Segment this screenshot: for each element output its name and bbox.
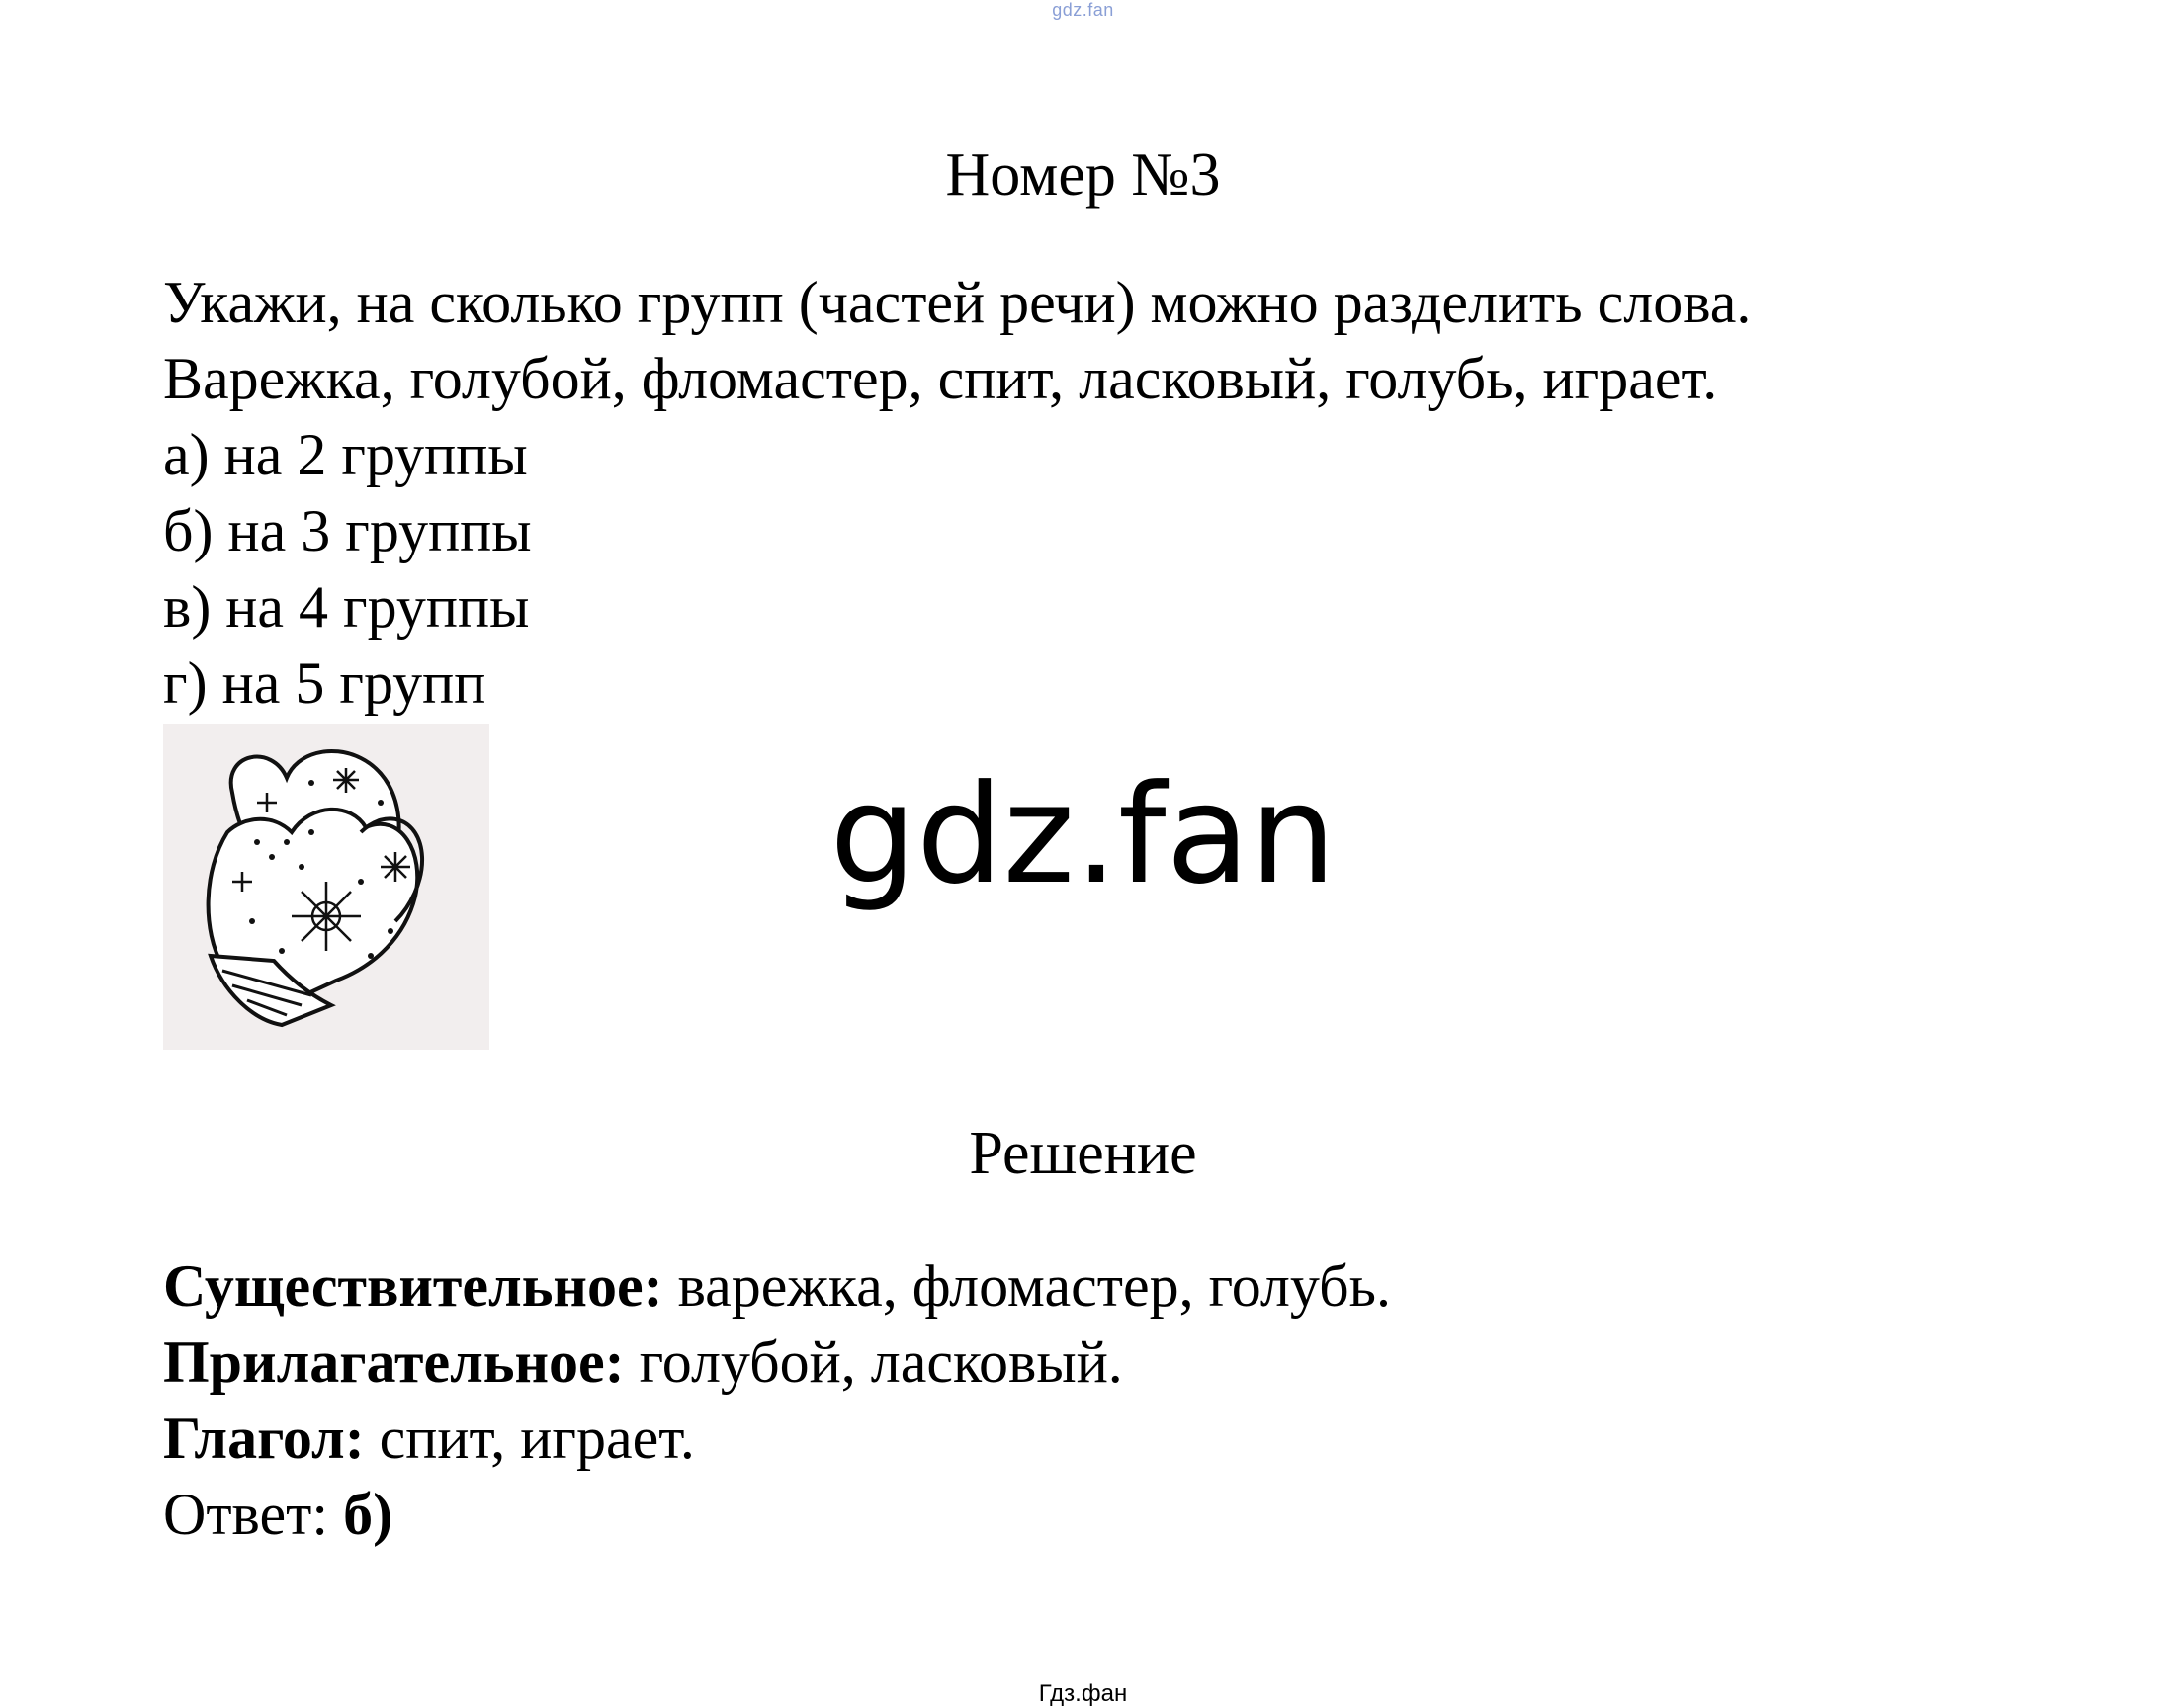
task-words: Варежка, голубой, фломастер, спит, ласковый, голубь, играет. bbox=[163, 346, 1718, 411]
text-adjectives: голубой, ласковый. bbox=[624, 1329, 1123, 1395]
footer-text: Гдз.фан bbox=[1038, 1680, 1128, 1707]
solution-block bbox=[163, 1248, 1391, 1553]
label-verbs: Глагол: bbox=[163, 1406, 365, 1471]
text-verbs: спит, играет. bbox=[364, 1406, 695, 1471]
solution-heading: Решение bbox=[969, 1120, 1197, 1187]
solution-line-verbs bbox=[163, 1401, 1391, 1477]
label-adjectives: Прилагательное: bbox=[163, 1329, 625, 1395]
solution-line-nouns bbox=[163, 1248, 1391, 1324]
task-block bbox=[163, 265, 1751, 722]
text-nouns: варежка, фломастер, голубь. bbox=[662, 1253, 1391, 1319]
option-b: б) на 3 группы bbox=[163, 498, 532, 563]
answer-label: Ответ: bbox=[163, 1482, 344, 1547]
task-question: Укажи, на сколько групп (частей речи) можно разделить слова. bbox=[163, 270, 1752, 335]
solution-line-adjectives bbox=[163, 1324, 1391, 1401]
answer-value: б) bbox=[343, 1482, 393, 1547]
answer-line bbox=[163, 1477, 1391, 1553]
top-watermark: gdz.fan bbox=[1052, 0, 1114, 20]
page-title: Номер №3 bbox=[945, 141, 1221, 209]
label-nouns: Существительное: bbox=[163, 1253, 663, 1319]
center-watermark: gdz.fan bbox=[829, 755, 1337, 914]
option-a: а) на 2 группы bbox=[163, 422, 528, 487]
option-c: в) на 4 группы bbox=[163, 574, 530, 640]
option-d: г) на 5 групп bbox=[163, 650, 486, 716]
